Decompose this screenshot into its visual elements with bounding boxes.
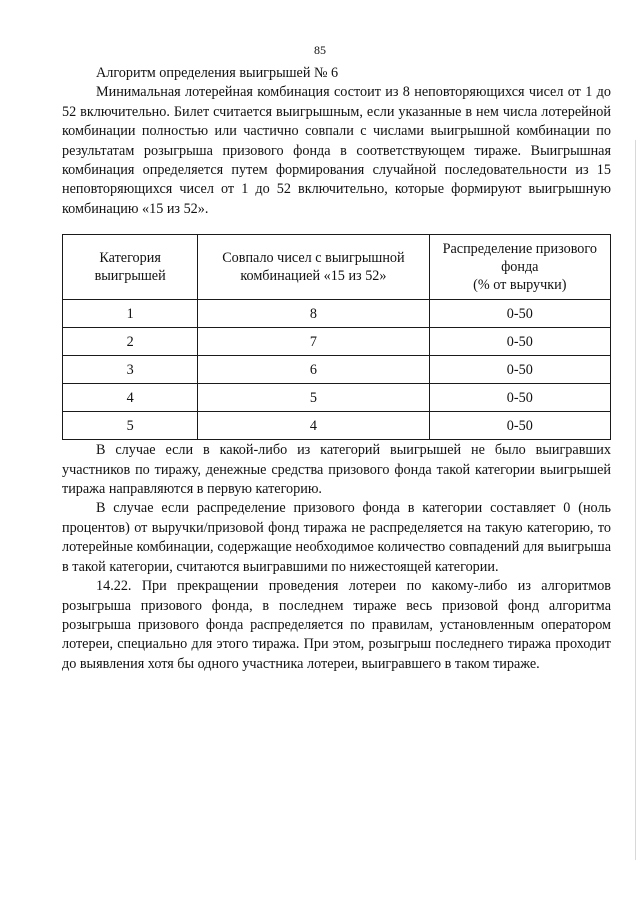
header-matched: [198, 235, 429, 300]
document-body: [62, 64, 611, 674]
header-category: [63, 235, 198, 300]
cell-distribution: 0-50: [429, 412, 610, 440]
cell-matched: 4: [198, 412, 429, 440]
cell-matched: 6: [198, 356, 429, 384]
table-row: [63, 356, 611, 384]
header-distribution-line1: Распределение призового: [442, 241, 597, 258]
header-distribution-line2: фонда: [501, 259, 539, 276]
cell-distribution: 0-50: [429, 384, 610, 412]
table-row: [63, 328, 611, 356]
table-row: [63, 300, 611, 328]
intro-paragraph: Минимальная лотерейная комбинация состоит из 8 неповторяющихся чисел от 1 до 52 включительно. Билет считается выигрышным, если указанные в нем числа лотерейной комбинации полностью или частично совпали с числами выигрышной комбинации по результатам розыгрыша призового фонда в соответствующем тираже. Выигрышная комбинация определяется путем формирования случайной последовательности из 15 неповторяющихся чисел от 1 до 52 включительно, которые формируют выигрышную комбинацию «15 из 52».: [62, 84, 611, 217]
section-heading: Алгоритм определения выигрышей № 6: [96, 65, 339, 81]
table-row: [63, 384, 611, 412]
page-number: 85: [314, 43, 326, 57]
cell-category: 1: [63, 300, 198, 328]
cell-distribution: 0-50: [429, 356, 610, 384]
header-distribution: [429, 235, 610, 300]
header-matched-line1: Совпало чисел с выигрышной: [222, 250, 405, 267]
cell-distribution: 0-50: [429, 328, 610, 356]
header-category-line1: Категория: [99, 250, 161, 267]
cell-category: 5: [63, 412, 198, 440]
cell-matched: 7: [198, 328, 429, 356]
header-category-line2: выигрышей: [94, 268, 166, 285]
table-header-row: [63, 235, 611, 300]
paragraph-zero-distribution: В случае если распределение призового фонда в категории составляет 0 (ноль процентов) от выручки/призовой фонд тиража не распределяется на такую категорию, то лотерейные комбинации, содержащие необходимое количество совпадений для выигрыша в такой категории, считаются выигравшими по нижестоящей категории.: [62, 500, 611, 575]
scan-edge-line: [635, 140, 636, 860]
cell-distribution: 0-50: [429, 300, 610, 328]
paragraph-no-winners: В случае если в какой-либо из категорий выигрышей не было выигравших участников по тиражу, денежные средства призового фонда такой категории выигрышей тиража направляются в первую категорию.: [62, 442, 611, 498]
table-row: [63, 412, 611, 440]
paragraph-14-22: 14.22. При прекращении проведения лотереи по какому-либо из алгоритмов розыгрыша призового фонда, в последнем тираже весь призовой фонд алгоритма розыгрыша призового фонда распределяется по правилам, установленным оператором лотереи, специально для этого тиража. При этом, розыгрыш последнего тиража проходит до выявления хотя бы одного участника лотереи, выигравшего в таком тираже.: [62, 578, 611, 672]
header-distribution-line3: (% от выручки): [473, 277, 567, 294]
cell-matched: 8: [198, 300, 429, 328]
cell-category: 4: [63, 384, 198, 412]
prize-distribution-table: [62, 234, 611, 440]
cell-category: 2: [63, 328, 198, 356]
cell-category: 3: [63, 356, 198, 384]
header-matched-line2: комбинацией «15 из 52»: [240, 268, 387, 285]
cell-matched: 5: [198, 384, 429, 412]
